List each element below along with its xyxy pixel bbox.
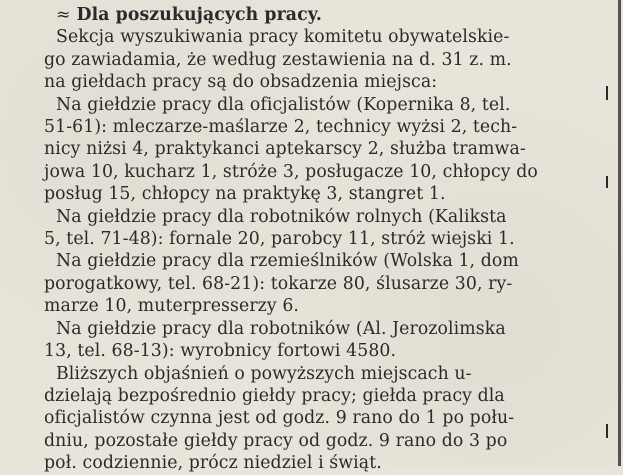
paragraph-workers: [44, 318, 600, 363]
text-line: Sekcja wyszukiwania pracy komitetu obywatelskie-: [56, 27, 510, 48]
text-line: jowa 10, kucharz 1, stróże 3, posługacze 10, chłopcy do: [44, 161, 538, 182]
text-line: Na giełdzie pracy dla oficjalistów (Kopernika 8, tel.: [56, 94, 511, 115]
text-line: marze 10, muterpresserzy 6.: [44, 296, 300, 317]
margin-mark: [606, 86, 608, 100]
text-line: Na giełdzie pracy dla rzemieślników (Wolska 1, dom: [56, 251, 519, 272]
text-line: porogatkowy, tel. 68-21): tokarze 80, ślusarze 30, ry-: [44, 273, 513, 294]
text-line: 5, tel. 71-48): fornale 20, parobcy 11, stróż wiejski 1.: [44, 229, 515, 250]
text-line: oficjalistów czynna jest od godz. 9 rano do 1 po połu-: [44, 408, 515, 429]
column-rule: [618, 0, 621, 466]
paragraph-craftsmen: [44, 250, 600, 317]
margin-mark: [606, 176, 608, 188]
text-line: Bliższych objaśnień o powyższych miejscach u-: [56, 363, 472, 384]
text-line: dniu, pozostałe giełdy pracy od godz. 9 rano do 3 po: [44, 430, 508, 451]
heading-mark: ≈: [56, 5, 69, 25]
paragraph-intro: [44, 26, 600, 93]
article-heading: [56, 4, 600, 26]
paragraph-officials: [44, 94, 600, 206]
text-line: Na giełdzie pracy dla robotników (Al. Jerozolimska: [56, 318, 506, 339]
text-line: Na giełdzie pracy dla robotników rolnych (Kaliksta: [56, 206, 507, 227]
margin-mark: [606, 424, 608, 438]
text-line: 51-61): mleczarze-maślarze 2, technicy wyżsi 2, tech-: [44, 117, 518, 138]
text-line: dzielają bezpośrednio giełdy pracy; giełda pracy dla: [44, 385, 505, 406]
text-line: go zawiadamia, że według zestawienia na d. 31 z. m.: [44, 49, 512, 70]
text-line: nicy niżsi 4, praktykanci aptekarscy 2, służba tramwa-: [44, 139, 526, 160]
text-line: na giełdach pracy są do obsadzenia miejsca:: [44, 72, 438, 93]
text-line: 13, tel. 68-13): wyrobnicy fortowi 4580.: [44, 341, 397, 362]
article-column: [44, 4, 600, 475]
heading-text: Dla poszukujących pracy.: [76, 5, 323, 25]
paragraph-details: [44, 363, 600, 475]
paragraph-farm-workers: [44, 206, 600, 251]
text-line: poł. codziennie, prócz niedziel i świąt.: [44, 453, 382, 474]
text-line: posług 15, chłopcy na praktykę 3, stangret 1.: [44, 184, 446, 205]
